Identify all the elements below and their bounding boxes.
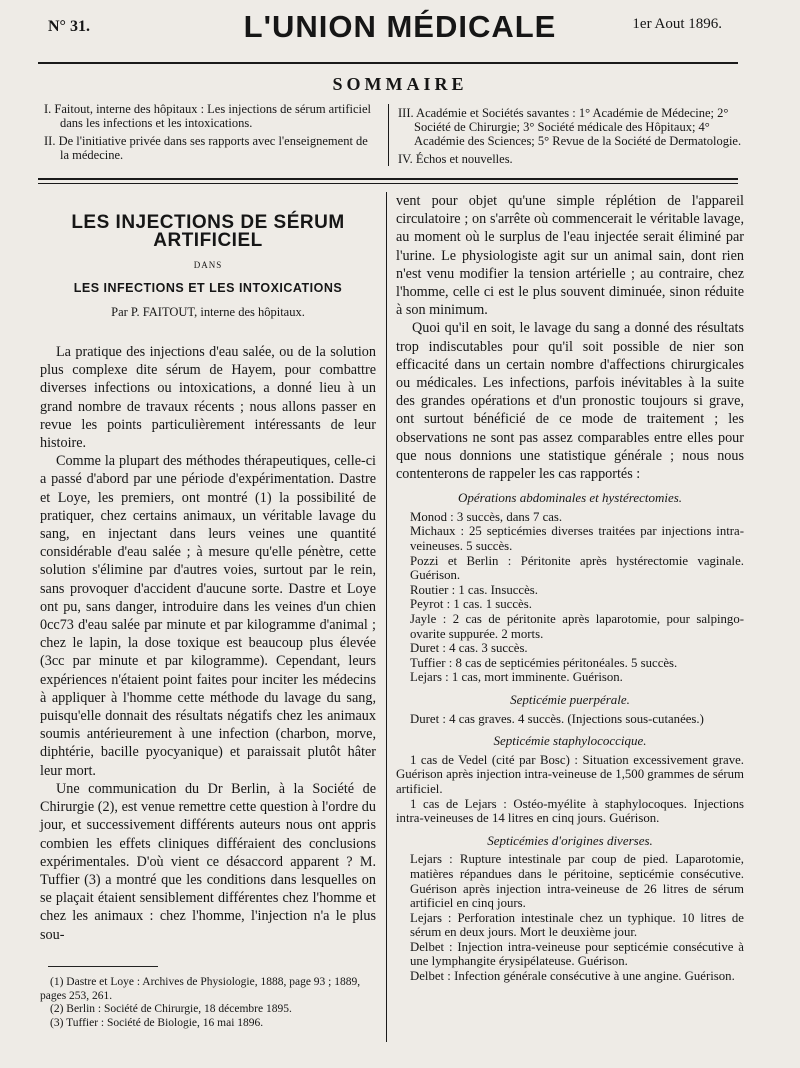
footnote: (2) Berlin : Société de Chirurgie, 18 décembre 1895. <box>50 1003 292 1015</box>
paragraph: vent pour objet qu'une simple réplétion de l'appareil circulatoire ; on s'arrête où commencerait le véritable lavage, au moment où le surplus de l'eau injectée serait éliminé par l'urine. Le physiologiste agit sur un animal sain, dont rien n'est venu modifier la tension artérielle ; au contraire, chez l'homme, celle ci est le plus souvent diminuée, sinon réduite à son minimum. <box>396 193 744 319</box>
case-entry: Delbet : Injection intra-veineuse pour septicémie consécutive à une lymphangite érysipélateuse. Guérison. <box>410 939 744 969</box>
case-entry: 1 cas de Vedel (cité par Bosc) : Situation excessivement grave. Guérison après injection intra-veineuse de 1,500 grammes de sérum artificiel. <box>396 752 744 796</box>
case-entry: Lejars : Rupture intestinale par coup de pied. Laparotomie, matières répandues dans le péritoine, septicémie consécutive. Guérison après injection intra-veineuse de 26 litres de sérum artificiel en cinq jours. <box>410 852 744 911</box>
case-entry: 1 cas de Lejars : Ostéo-myélite à staphylocoques. Injections intra-veineuses de 14 litres en cinq jours. Guérison. <box>396 796 744 826</box>
sommaire-entry: IV. Échos et nouvelles. <box>398 152 513 166</box>
sommaire-left <box>44 102 378 166</box>
article-dans: DANS <box>193 260 223 271</box>
case-entry: Delbet : Infection générale consécutive à une angine. Guérison. <box>410 969 735 984</box>
column-divider <box>386 192 387 1042</box>
issue-number: N° 31. <box>48 18 90 35</box>
sommaire-entry: III. Académie et Sociétés savantes : 1° Académie de Médecine; 2° Société de Chirurgie; 3° Société médicale des Hôpitaux; 4° Académie des Sciences; 5° Revue de la Société de Dermatologie. <box>398 106 742 148</box>
footnote: (3) Tuffier : Société de Biologie, 16 mai 1896. <box>50 1016 264 1029</box>
case-entry: Jayle : 2 cas de péritonite après laparotomie, pour salpingo-ovarite suppurée. 2 morts. <box>410 612 744 641</box>
section-heading: Opérations abdominales et hystérectomies. <box>457 490 683 506</box>
sommaire-divider <box>388 104 389 166</box>
case-entry: Peyrot : 1 cas. 1 succès. <box>410 597 532 612</box>
case-entry: Tuffier : 8 cas de septicémies péritonéales. 5 succès. <box>410 655 678 670</box>
paragraph: Une communication du Dr Berlin, à la Société de Chirurgie (2), est venue remettre cette question à l'ordre du jour, et successivement différents auteurs nous ont appris combien les effets cliniques différaient des conclusions expérimentales. D'où vient ce désaccord apparent ? M. Tuffier (3) a montré que les conditions dans lesquelles on se plaçait étaient sensiblement différentes chez l'homme et chez les animaux : chez l'homme, l'injection n'a le plus sou- <box>40 780 376 943</box>
paragraph: Quoi qu'il en soit, le lavage du sang a donné des résultats trop indiscutables pour qu'il soit possible de nier son efficacité dans un certain nombre d'affections chirurgicales ou médicales. Les infections, parfois inévitables à la suite des grandes opérations et d'un pronostic toujours si grave, ont surtout bénéficié de ce mode de traitement ; les observations ne sont pas assez comparables entre elles pour que nous donnions une statistique générale ; nous nous contenterons de rappeler les cas rapportés : <box>396 320 744 483</box>
journal-title: L'UNION MÉDICALE <box>243 9 557 44</box>
case-list <box>396 491 744 983</box>
masthead-rule <box>38 62 738 64</box>
sommaire-entry: I. Faitout, interne des hôpitaux : Les injections de sérum artificiel dans les infections et les intoxications. <box>44 102 371 130</box>
right-column <box>396 192 744 984</box>
case-entry: Duret : 4 cas graves. 4 succès. (Injections sous-cutanées.) <box>410 711 704 726</box>
sommaire-rule-top <box>38 178 738 180</box>
sommaire-rule-bottom <box>38 183 738 184</box>
section-heading: Septicémie puerpérale. <box>510 691 630 707</box>
case-entry: Monod : 3 succès, dans 7 cas. <box>410 509 563 524</box>
case-entry: Duret : 4 cas. 3 succès. <box>410 641 528 656</box>
paragraph: La pratique des injections d'eau salée, ou de la solution plus complexe dite sérum de Hayem, pour combattre diverses infections ou intoxications, a donné lieu à un grand nombre de travaux récents ; nous allons passer en revue les points particulièrement intéressants de leur histoire. <box>40 344 376 452</box>
section-heading: Septicémie staphylococcique. <box>493 733 647 749</box>
footnote: (1) Dastre et Loye : Archives de Physiologie, 1888, page 93 ; 1889, pages 253, 261. <box>40 976 361 1002</box>
left-column <box>40 192 376 944</box>
sommaire-right <box>398 106 742 170</box>
paragraph: Comme la plupart des méthodes thérapeutiques, celle-ci a passé d'abord par une période d'expérimentation. Dastre et Loye, les premiers, ont montré (1) la possibilité de pratiquer, chez certains animaux, un véritable lavage du sang, en injectant dans leurs veines une quantité considérable d'eau salée ; à mesure qu'elle pénètre, cette solution s'élimine par d'autres voies, surtout par le rein, sans provoquer d'accident d'aucune sorte. Dastre et Loye ont pu, sans danger, introduire dans les veines d'un chien 0cc73 d'eau salée par minute et par kilogramme d'animal ; chez le lapin, la dose toxique est beaucoup plus élevée (3cc par minute et par kilogramme). Cependant, leurs expériences n'étaient point faites pour inciter les médecins à appliquer à l'homme cette méthode du lavage du sang, puisqu'elle donnait des résultats négatifs chez les animaux soumis antérieurement à une infection (charbon, morve, diphtérie, bacille pyocyanique) et paraissait plutôt hâter leur mort. <box>40 453 376 779</box>
footnotes <box>40 976 376 1030</box>
case-entry: Lejars : 1 cas, mort imminente. Guérison. <box>410 670 623 685</box>
article-subtitle: LES INFECTIONS ET LES INTOXICATIONS <box>73 280 343 295</box>
case-entry: Pozzi et Berlin : Péritonite après hystérectomie vaginale. Guérison. <box>410 553 744 583</box>
section-heading: Septicémies d'origines diverses. <box>487 832 653 848</box>
case-entry: Lejars : Perforation intestinale chez un typhique. 10 litres de sérum en deux jours. Mort le deuxième jour. <box>410 910 744 940</box>
sommaire-title: SOMMAIRE <box>332 74 468 94</box>
footnote-divider <box>48 966 158 967</box>
article-title: LES INJECTIONS DE SÉRUM ARTIFICIEL <box>71 212 345 252</box>
article-author: Par P. FAITOUT, interne des hôpitaux. <box>111 304 305 319</box>
issue-date: 1er Aout 1896. <box>632 16 722 32</box>
case-entry: Routier : 1 cas. Insuccès. <box>410 582 538 597</box>
case-entry: Michaux : 25 septicémies diverses traitées par injections intra-veineuses. 5 succès. <box>410 524 744 554</box>
sommaire-entry: II. De l'initiative privée dans ses rapports avec l'enseignement de la médecine. <box>44 134 368 162</box>
